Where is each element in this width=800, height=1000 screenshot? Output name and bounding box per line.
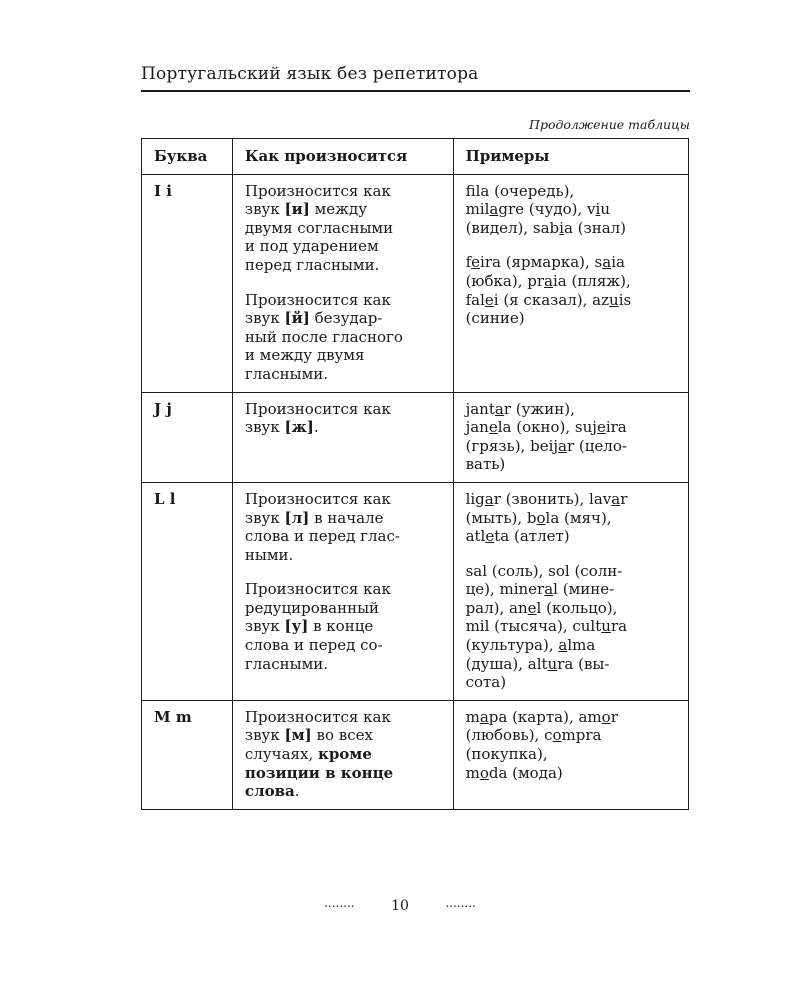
text-segment: между двумя согласными и под ударением перед гласными. <box>244 200 394 274</box>
letter-cell: L l <box>142 482 233 700</box>
text-segment: r (ужин), jan <box>465 399 575 437</box>
text-segment: Произносится как звук <box>244 489 391 527</box>
text-segment: l (мине- рал), an <box>465 580 615 617</box>
stressed-letter: o <box>479 763 489 782</box>
pronunciation-paragraph <box>245 580 445 673</box>
column-header-letter: Буква <box>142 139 233 175</box>
text-segment: da (мода) <box>488 763 563 782</box>
text-segment: в конце слова и перед со- гласными. <box>244 617 383 673</box>
text-segment: r (любовь), c <box>465 707 618 745</box>
text-segment: Произносится как звук <box>244 181 391 219</box>
text-segment: ia (юбка), pr <box>465 253 625 290</box>
letter-cell: I i <box>142 174 233 392</box>
text-segment: f <box>465 253 472 272</box>
text-segment: lma (душа), alt <box>465 636 596 673</box>
table-row <box>142 482 689 700</box>
text-segment: a (знал) <box>563 218 627 237</box>
text-segment: ta (атлет) <box>494 527 570 546</box>
text-segment: ira (грязь), beij <box>465 418 627 455</box>
pronunciation-cell <box>232 482 453 700</box>
pronunciation-table <box>141 138 689 810</box>
pronunciation-paragraph <box>245 708 445 801</box>
text-segment: r (цело- вать) <box>465 436 627 474</box>
stressed-letter: a <box>602 253 612 272</box>
examples-paragraph <box>466 400 680 474</box>
column-header-examples: Примеры <box>453 139 688 175</box>
stressed-letter: a <box>479 707 489 726</box>
examples-cell <box>453 700 688 809</box>
table-row <box>142 174 689 392</box>
footer-ornament-left: ........ <box>324 896 355 910</box>
examples-paragraph <box>466 562 680 692</box>
text-segment: pa (карта), am <box>488 707 602 726</box>
text-segment: Произносится как звук <box>244 707 391 745</box>
text-segment: Произносится как звук <box>244 290 391 328</box>
stressed-letter: a <box>544 271 553 290</box>
text-segment: la (окно), suj <box>497 418 597 437</box>
examples-paragraph <box>466 253 680 327</box>
stressed-letter: o <box>552 726 562 745</box>
column-header-pronunciation: Как произносится <box>232 139 453 175</box>
pronunciation-cell <box>232 392 453 482</box>
stressed-letter: e <box>488 418 498 437</box>
text-segment: ra (культура), <box>465 617 628 655</box>
letter-cell: M m <box>142 700 233 809</box>
text-segment: f <box>465 181 476 200</box>
text-segment: u (видел), sab <box>465 200 610 237</box>
text-segment: Произносится как звук <box>244 399 391 437</box>
text-segment: . <box>294 782 300 801</box>
pronunciation-paragraph <box>245 490 445 564</box>
pronunciation-paragraph <box>245 291 445 384</box>
text-segment: Произносится как редуцированный звук <box>244 580 391 636</box>
text-segment: ira (ярмарка), s <box>480 253 603 272</box>
text-segment: is (синие) <box>465 290 632 328</box>
table-row <box>142 392 689 482</box>
stressed-letter: u <box>547 654 558 673</box>
text-segment: la (мяч), atl <box>465 508 612 546</box>
examples-paragraph <box>466 182 680 238</box>
footer-ornament-right: ........ <box>445 896 476 910</box>
text-segment: . <box>313 418 319 437</box>
examples-cell <box>453 482 688 700</box>
stressed-letter: a <box>558 636 568 655</box>
text-segment: i (я сказал), az <box>493 290 610 309</box>
emphasis-text: [й] <box>284 309 310 328</box>
examples-paragraph <box>466 708 680 782</box>
text-segment: sal (соль), sol (солн- це), miner <box>465 561 623 599</box>
stressed-letter: a <box>611 489 621 508</box>
stressed-letter: e <box>485 527 495 546</box>
table-header-row <box>142 139 689 175</box>
table-body <box>142 174 689 809</box>
emphasis-text: [м] <box>284 726 312 745</box>
running-title: Португальский язык без репетитора <box>141 64 479 84</box>
pronunciation-cell <box>232 700 453 809</box>
stressed-letter: a <box>489 200 499 219</box>
examples-paragraph <box>466 490 680 546</box>
text-segment: в начале слова и перед глас- ными. <box>244 508 400 564</box>
stressed-letter: u <box>609 290 619 309</box>
page-number: 10 <box>391 898 409 914</box>
stressed-letter: e <box>527 598 537 617</box>
emphasis-text: [у] <box>284 617 309 636</box>
stressed-letter: a <box>544 580 554 599</box>
text-segment: ia (пляж), fal <box>465 271 631 309</box>
stressed-letter: i <box>559 218 564 237</box>
text-segment: la (очередь), mil <box>465 181 575 219</box>
text-segment: l (кольцо), mil (тысяча), cult <box>465 598 618 636</box>
pronunciation-paragraph <box>245 400 445 437</box>
header-rule <box>141 90 690 92</box>
text-segment: во всех случаях, <box>244 726 373 764</box>
table-continuation-caption: Продолжение таблицы <box>529 117 690 132</box>
emphasis-text: [ж] <box>284 418 314 437</box>
stressed-letter: a <box>484 489 494 508</box>
stressed-letter: e <box>596 418 606 437</box>
stressed-letter: o <box>536 508 546 527</box>
examples-cell <box>453 174 688 392</box>
stressed-letter: a <box>494 399 504 418</box>
text-segment: r (звонить), lav <box>493 489 612 508</box>
text-segment: mpra (покупка), m <box>465 726 602 782</box>
text-segment: ra (вы- сота) <box>465 654 610 692</box>
text-segment: jant <box>465 399 495 418</box>
text-segment: gre (чудо), v <box>498 200 596 219</box>
table-row <box>142 700 689 809</box>
emphasis-text: кроме позиции в конце слова <box>244 745 394 801</box>
stressed-letter: e <box>471 253 481 272</box>
stressed-letter: e <box>484 290 494 309</box>
emphasis-text: [л] <box>284 508 310 527</box>
text-segment: lig <box>465 489 485 508</box>
pronunciation-cell <box>232 174 453 392</box>
stressed-letter: u <box>601 617 611 636</box>
emphasis-text: [и] <box>284 200 310 219</box>
stressed-letter: a <box>558 436 567 455</box>
stressed-letter: i <box>595 200 601 219</box>
examples-cell <box>453 392 688 482</box>
text-segment: r (мыть), b <box>465 489 628 527</box>
stressed-letter: o <box>601 707 611 726</box>
page-footer <box>0 898 800 914</box>
letter-cell: J j <box>142 392 233 482</box>
text-segment: m <box>465 707 480 726</box>
text-segment: безудар- ный после гласного и между двумя гласными. <box>244 309 403 383</box>
pronunciation-paragraph <box>245 182 445 275</box>
